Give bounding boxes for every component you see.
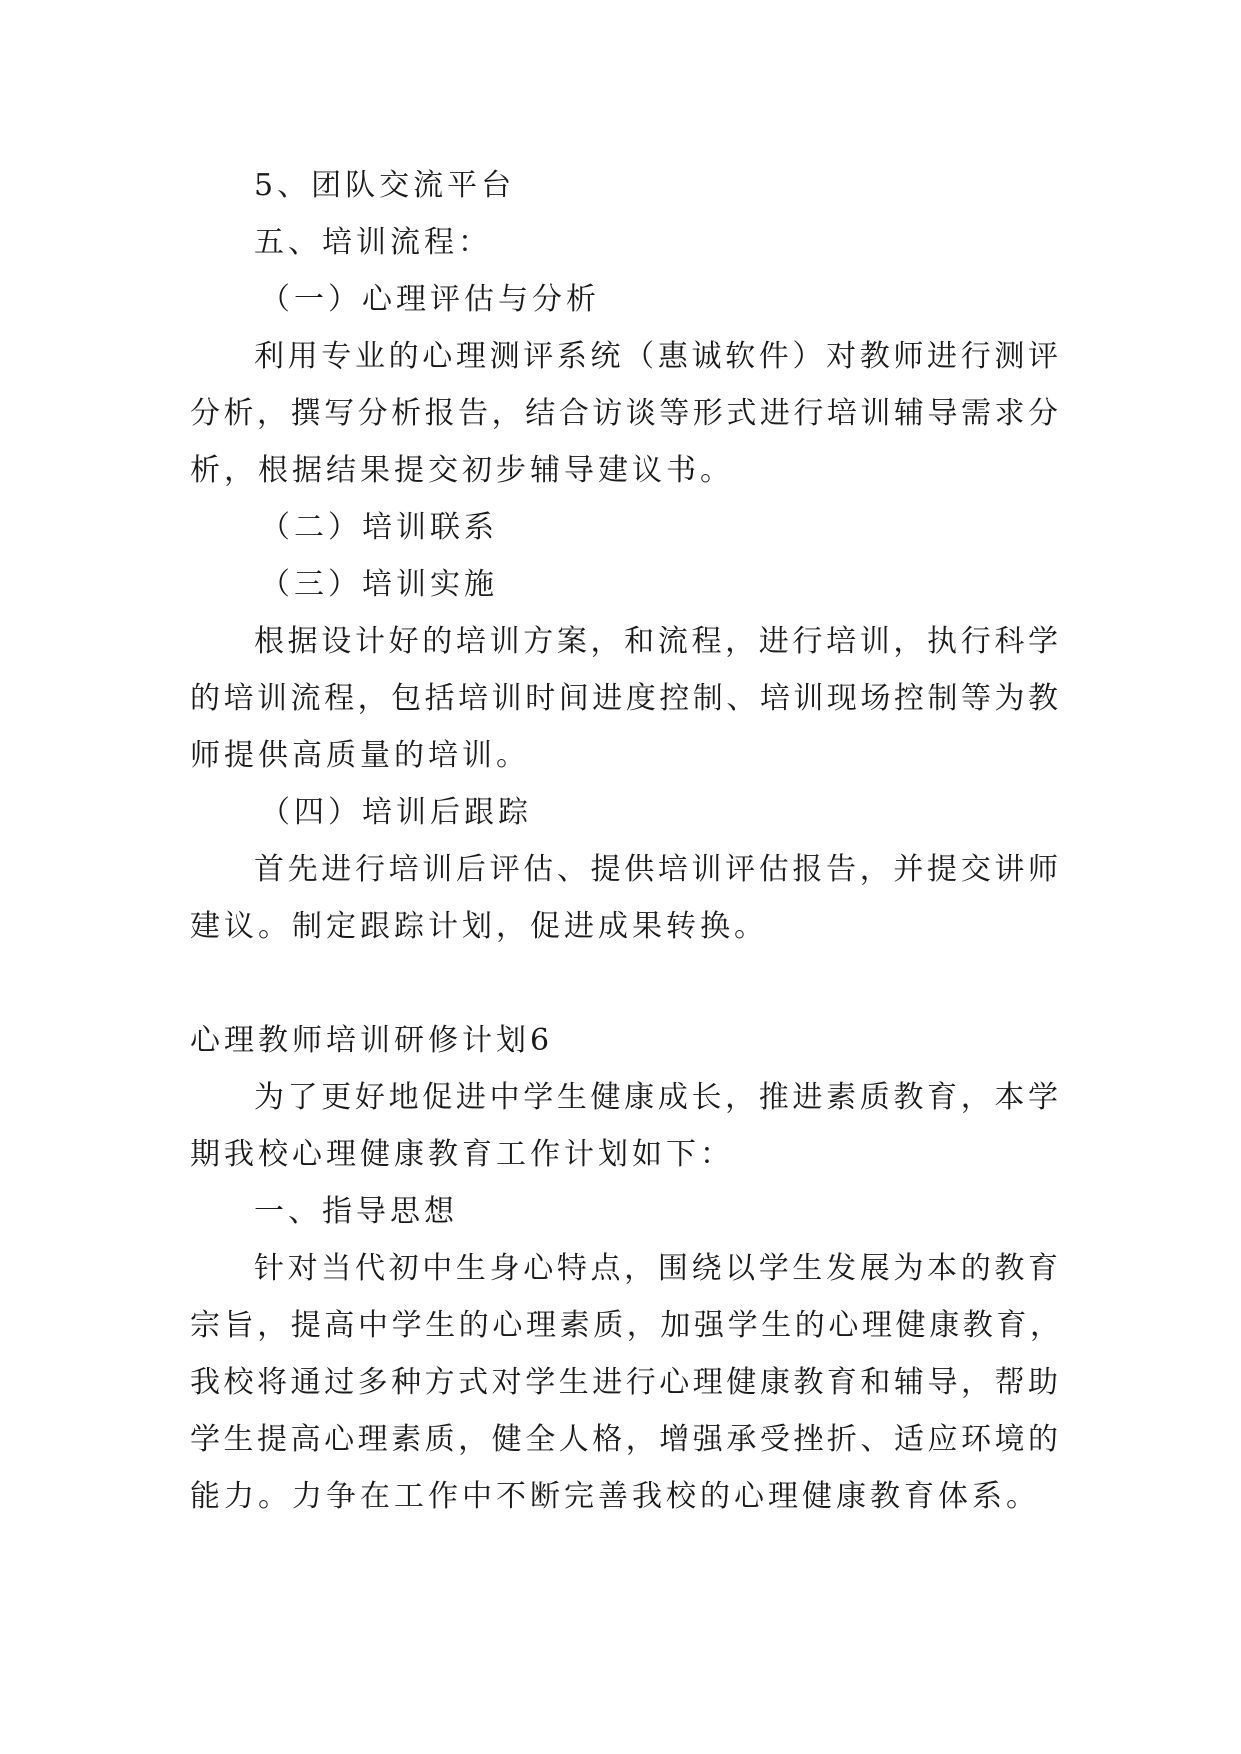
subsection-1-heading: （一）心理评估与分析 xyxy=(260,282,600,317)
paragraph-line: 析，根据结果提交初步辅导建议书。 xyxy=(190,453,734,488)
section-5-heading: 五、培训流程： xyxy=(254,225,492,260)
paragraph-line: 宗旨，提高中学生的心理素质，加强学生的心理健康教育， xyxy=(190,1308,1060,1343)
paragraph-line: 我校将通过多种方式对学生进行心理健康教育和辅导，帮助 xyxy=(190,1365,1058,1400)
paragraph-line: 为了更好地促进中学生健康成长，推进素质教育，本学 xyxy=(254,1080,1058,1115)
subsection-4-heading: （四）培训后跟踪 xyxy=(260,795,532,830)
paragraph-line: 分析，撰写分析报告，结合访谈等形式进行培训辅导需求分 xyxy=(190,396,1058,431)
paragraph-line: 建议。制定跟踪计划，促进成果转换。 xyxy=(190,909,768,944)
paragraph-line: 师提供高质量的培训。 xyxy=(190,738,530,773)
paragraph-line: 能力。力争在工作中不断完善我校的心理健康教育体系。 xyxy=(190,1479,1040,1514)
paragraph-line: 学生提高心理素质，健全人格，增强承受挫折、适应环境的 xyxy=(190,1422,1058,1457)
paragraph-line: 针对当代初中生身心特点，围绕以学生发展为本的教育 xyxy=(254,1251,1058,1286)
subsection-2-heading: （二）培训联系 xyxy=(260,510,498,545)
paragraph-line: 期我校心理健康教育工作计划如下： xyxy=(190,1137,734,1172)
paragraph-line: 的培训流程，包括培训时间进度控制、培训现场控制等为教 xyxy=(190,681,1058,716)
plan-title: 心理教师培训研修计划6 xyxy=(190,1023,554,1058)
paragraph-line: 利用专业的心理测评系统（惠诚软件）对教师进行测评 xyxy=(254,339,1058,374)
paragraph-line: 首先进行培训后评估、提供培训评估报告，并提交讲师 xyxy=(254,852,1058,887)
item-5-heading: 5、团队交流平台 xyxy=(254,168,516,203)
subsection-3-heading: （三）培训实施 xyxy=(260,567,498,602)
guiding-thought-heading: 一、指导思想 xyxy=(254,1194,458,1229)
paragraph-line: 根据设计好的培训方案，和流程，进行培训，执行科学 xyxy=(254,624,1058,659)
